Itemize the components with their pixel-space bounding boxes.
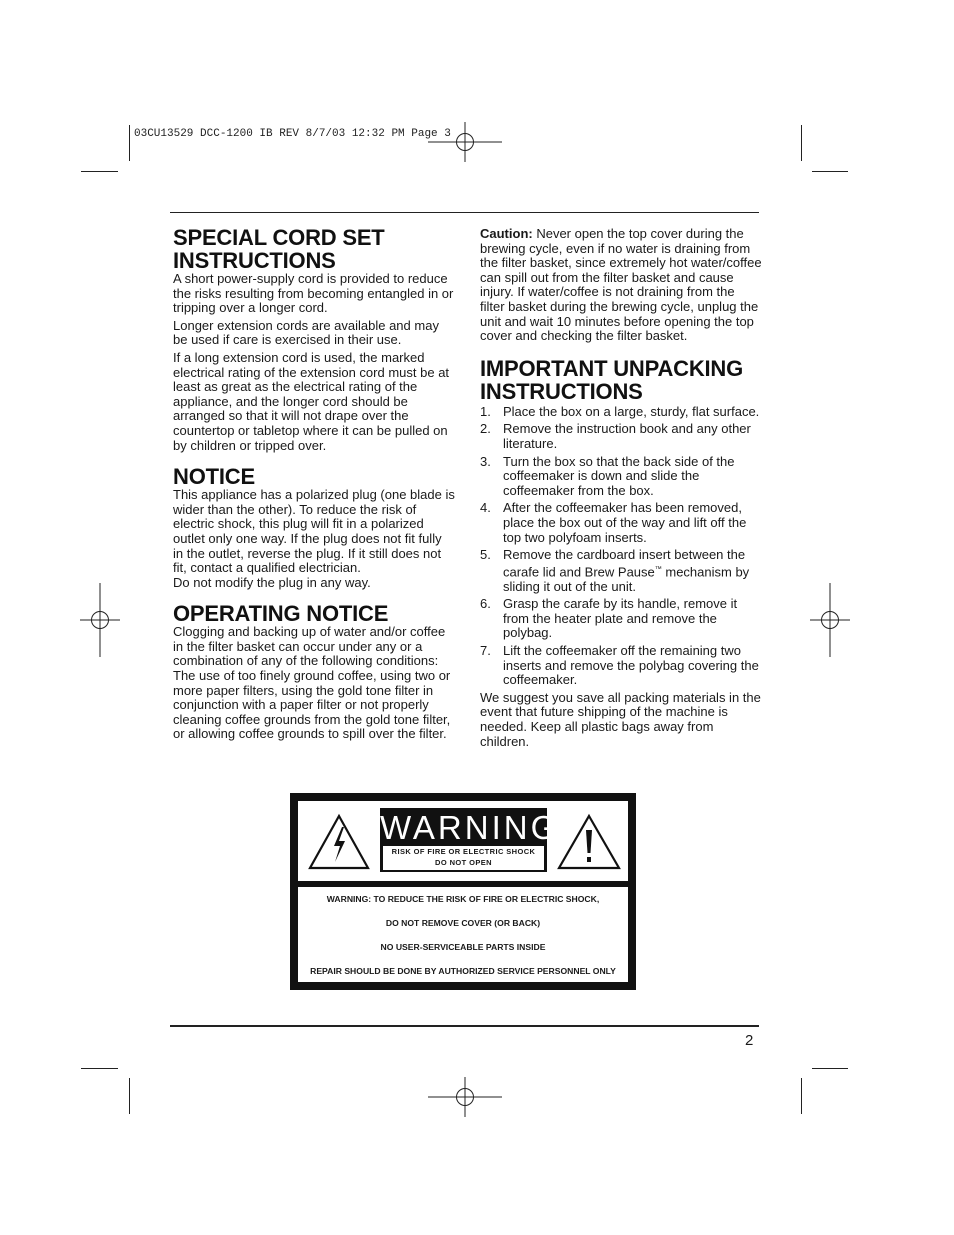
step-text: Remove the instruction book and any other literature. [503,421,751,451]
list-item [480,597,762,641]
notice-paragraph-1: This appliance has a polarized plug (one blade is wider than the other). To reduce the risk of electric shock, this plug will fit in a polarized outlet only one way. If the plug does not fit fully in the outlet, reverse the plug. If it still does not fit, contact a qualified electrician. [173,487,455,576]
step-text: Place the box on a large, sturdy, flat surface. [503,403,760,419]
step-number: 4. [480,500,491,516]
warning-line: REPAIR SHOULD BE DONE BY AUTHORIZED SERVICE PERSONNEL ONLY [310,966,616,976]
step-number: 3. [480,453,491,469]
cord-paragraph-2: Longer extension cords are available and may be used if care is exercised in their use. [173,317,439,348]
caution-label: Caution: [480,226,533,241]
notice-paragraph-2: Do not modify the plug in any way. [173,574,371,590]
list-item [480,455,762,499]
warning-subtitle-line-2: DO NOT OPEN [435,858,492,867]
step-text: mechanism by sliding it out of the unit. [503,564,750,594]
step-text: Lift the coffeemaker off the remaining two inserts and remove the polybag covering the coffeemaker. [503,642,759,688]
operating-paragraph: Clogging and backing up of water and/or coffee in the filter basket can occur under any or a combination of any of the following conditions: The use of too finely ground coffee, using two or more paper filters, using the gold tone filter in conjunction with a paper filter or not properly cleaning coffee grounds from the gold tone filter, or allowing coffee grounds to spill over the filter. [173,624,451,742]
step-text: Remove the cardboard insert between the carafe lid and Brew Pause [503,547,746,580]
notice-heading: NOTICE [173,464,255,490]
unpacking-steps [480,405,762,688]
warning-line: WARNING: TO REDUCE THE RISK OF FIRE OR ELECTRIC SHOCK, [326,894,600,904]
operating-heading: OPERATING NOTICE [173,601,389,627]
warning-word: WARNING [380,809,560,846]
warning-header [298,801,628,881]
crop-mark [129,125,130,161]
list-item [480,422,762,451]
step-text: Grasp the carafe by its handle, remove it from the heater plate and remove the polybag. [503,596,738,641]
caution-text: Never open the top cover during the brewing cycle, even if no water is draining from the filter basket, since extremely hot water/coffee can spill out from the filter basket and cause injury. If water/coffee is not draining from the filter basket during the brewing cycle, unplug the unit and wait 10 minutes before opening the top cover and checking the filter basket. [480,226,762,344]
step-text: Turn the box so that the back side of the coffeemaker is down and slide the coffeemaker from the box. [503,453,735,498]
bottom-rule [170,1025,759,1027]
exclamation-warning-icon [556,813,622,871]
registration-mark-right [810,583,850,657]
top-rule [170,212,759,213]
warning-subtitle [383,846,544,870]
unpacking-heading: IMPORTANT UNPACKING INSTRUCTIONS [480,355,744,404]
list-item [480,644,762,688]
crop-mark [801,125,802,161]
warning-line: NO USER-SERVICEABLE PARTS INSIDE [380,942,546,952]
crop-mark [81,171,118,172]
warning-line: DO NOT REMOVE COVER (OR BACK) [385,918,541,928]
print-slug: 03CU13529 DCC-1200 IB REV 8/7/03 12:32 PM Page 3 [134,128,451,140]
lightning-warning-icon [307,813,371,871]
step-number: 7. [480,642,491,658]
step-number: 1. [480,403,491,419]
unpacking-closing: We suggest you save all packing materials in the event that future shipping of the machine is needed. Keep all plastic bags away from children. [480,689,761,749]
crop-mark [801,1078,802,1114]
right-column [480,227,762,749]
warning-title-block [380,808,560,872]
registration-mark-top [428,122,502,162]
step-number: 2. [480,421,491,437]
crop-mark [81,1068,118,1069]
left-column [173,226,455,742]
caution-paragraph [480,227,762,344]
page-number: 2 [745,1032,754,1049]
crop-mark [812,1068,848,1069]
warning-subtitle-line-1: RISK OF FIRE OR ELECTRIC SHOCK [391,847,536,856]
registration-mark-bottom [428,1077,502,1117]
warning-lines [298,893,628,989]
cord-heading: SPECIAL CORD SET INSTRUCTIONS [173,225,385,273]
list-item [480,501,762,545]
crop-mark [812,171,848,172]
list-item [480,548,762,594]
cord-paragraph-1: A short power-supply cord is provided to reduce the risks resulting from becoming entangled in or tripping over a longer cord. [173,271,454,316]
step-number: 6. [480,596,491,612]
trademark-symbol: ™ [654,565,662,573]
step-text: After the coffeemaker has been removed, place the box out of the way and lift off the top two polyfoam inserts. [503,500,747,545]
list-item [480,405,762,420]
registration-mark-left [80,583,120,657]
crop-mark [129,1078,130,1114]
step-number: 5. [480,547,491,563]
warning-body [298,887,628,982]
warning-label [290,793,636,990]
cord-paragraph-3: If a long extension cord is used, the marked electrical rating of the extension cord must be at least as great as the electrical rating of the appliance, and the longer cord should be arranged so that it will not drape over the countertop or tabletop where it can be pulled on by children or tripped over. [173,349,450,453]
